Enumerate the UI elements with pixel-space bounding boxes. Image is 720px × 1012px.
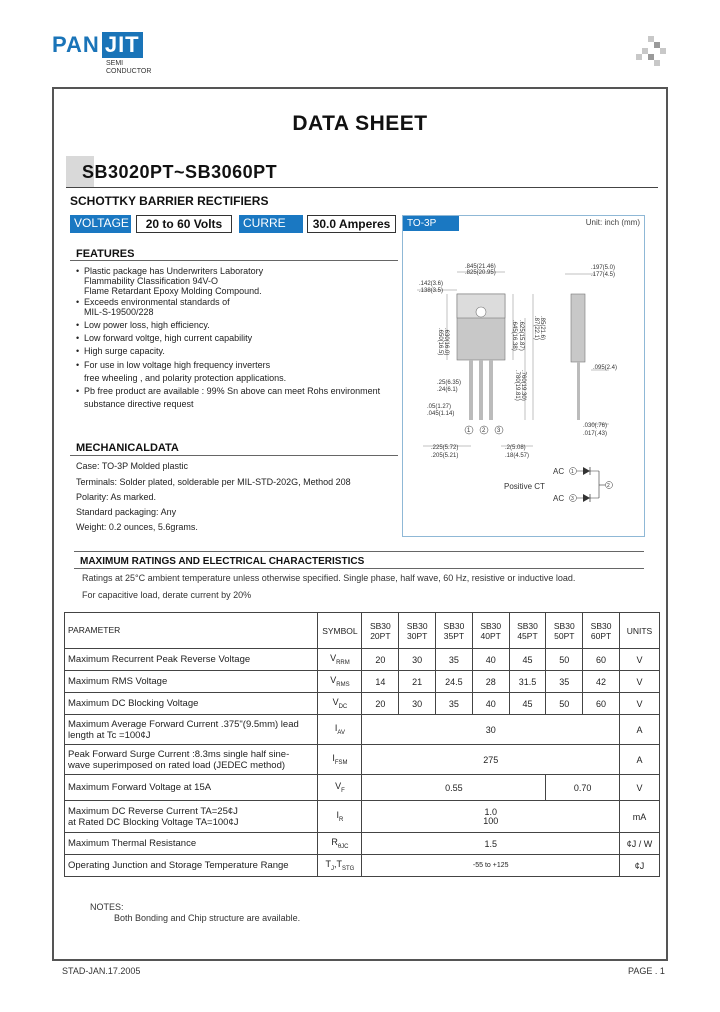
dim-v2: .630(16.0) [443, 328, 449, 356]
header-part: SB30 35PT [436, 613, 473, 649]
table-row [65, 855, 660, 877]
table-row [65, 775, 660, 801]
row-value: 40 [472, 693, 509, 715]
feature-text: Plastic package has Underwriters Laboratory [84, 266, 264, 276]
ratings-note-2: For capacitive load, derate current by 20% [82, 590, 252, 600]
feature-text: substance directive request [84, 399, 194, 409]
row-value: 1.5 [362, 833, 619, 855]
feature-item: • Exceeds environmental standards of MIL-S-19500/228 [76, 297, 406, 317]
row-unit: mA [619, 801, 659, 833]
notes-heading: NOTES: [90, 902, 124, 912]
header-part: SB30 20PT [362, 613, 399, 649]
row-parameter: Maximum DC Reverse Current TA=25¢J at Rated DC Blocking Voltage TA=100¢J [65, 801, 318, 833]
part-number: SB3020PT~SB3060PT [82, 162, 278, 182]
footer-date: STAD-JAN.17.2005 [62, 966, 141, 976]
header-units: UNITS [619, 613, 659, 649]
feature-text: Flammability Classification 94V-O [84, 276, 219, 286]
dim-d3: .142(3.6) [419, 281, 444, 287]
features-rule [70, 260, 398, 261]
ratings-rule [74, 568, 644, 569]
feature-text: For use in low voltage high frequency inverters [84, 360, 271, 370]
dim-v5: .780(19.81) [514, 370, 520, 401]
frame-left-border [52, 87, 54, 961]
package-side-body [571, 294, 585, 362]
header-part: SB30 50PT [546, 613, 583, 649]
row-symbol: $I_R$ [318, 801, 362, 833]
row-symbol: $V_{DC}$ [318, 693, 362, 715]
row-unit: ¢J [619, 855, 659, 877]
table-row [65, 649, 660, 671]
footer-page: PAGE . 1 [628, 966, 665, 976]
row-value: 50 [546, 693, 583, 715]
row-parameter: Peak Forward Surge Current :8.3ms single half sine- wave superimposed on rated load (JEDEC method) [65, 745, 318, 775]
feature-text: Flame Retardant Epoxy Molding Compound. [84, 286, 262, 296]
row-value: 35 [436, 649, 473, 671]
package-label: TO-3P [403, 216, 459, 231]
row-value: -55 to +125 [362, 855, 619, 877]
row-parameter: Maximum Average Forward Current .375"(9.5mm) lead length at Tc =100¢J [65, 715, 318, 745]
row-parameter: Maximum Thermal Resistance [65, 833, 318, 855]
row-value: 42 [583, 671, 620, 693]
corner-dots-decoration [636, 36, 666, 66]
notes-text: Both Bonding and Chip structure are available. [114, 913, 301, 923]
dim-d13: .045(1.14) [427, 411, 455, 417]
schematic-ac-top: AC [553, 467, 565, 476]
mechanical-rule [70, 455, 398, 456]
logo-brand-left: PAN [52, 32, 100, 57]
mechanical-line: Terminals: Solder plated, solderable per MIL-STD-202G, Method 208 [76, 477, 351, 487]
row-parameter: Maximum Recurrent Peak Reverse Voltage [65, 649, 318, 671]
dim-d4: .138(3.5) [419, 288, 444, 294]
row-value: 0.70 [546, 775, 620, 801]
header-part: SB30 60PT [583, 613, 620, 649]
row-symbol: $T_J,T_{STG}$ [318, 855, 362, 877]
row-value: 24.5 [436, 671, 473, 693]
dim-v4: .85(21.6) [539, 316, 545, 341]
dim-d18: .030(.76) [583, 423, 608, 429]
logo-brand-right: JIT [102, 32, 143, 58]
row-value: 60 [583, 649, 620, 671]
row-unit: V [619, 671, 659, 693]
row-parameter: Maximum RMS Voltage [65, 671, 318, 693]
table-header-row [65, 613, 660, 649]
to3p-package-drawing [403, 232, 644, 536]
dim-d1: .845(21.46) [465, 264, 496, 270]
feature-item: • Pb free product are available : 99% Sn above can meet Rohs environment substance directive request [76, 386, 406, 409]
row-value: 60 [583, 693, 620, 715]
mounting-hole [476, 307, 486, 317]
voltage-value: 20 to 60 Volts [136, 215, 232, 233]
ratings-rule-top [74, 551, 644, 552]
lead-3 [489, 360, 493, 420]
dim-d5: .645(16.38) [511, 320, 517, 351]
schematic-pin-2: 2 [607, 483, 610, 489]
schematic-pin-1: 1 [571, 469, 574, 475]
table-row [65, 671, 660, 693]
header-parameter: PARAMETER [65, 613, 318, 649]
dim-d10: .25(6.35) [437, 380, 462, 386]
row-value: 40 [472, 649, 509, 671]
frame-bottom-border [52, 959, 668, 961]
pin-number-1: 1 [467, 428, 471, 434]
document-title: DATA SHEET [292, 112, 428, 135]
table-row [65, 801, 660, 833]
mechanical-heading: MECHANICALDATA [76, 442, 179, 454]
dim-v1: .650(16.5) [437, 328, 443, 356]
table-row [65, 715, 660, 745]
pin-number-2: 2 [482, 428, 486, 434]
row-symbol: $I_{AV}$ [318, 715, 362, 745]
dim-d11: .24(6.1) [437, 387, 458, 393]
feature-item: • High surge capacity. [76, 346, 165, 356]
feature-item: • Low power loss, high efficiency. [76, 320, 210, 330]
header-part: SB30 40PT [472, 613, 509, 649]
row-symbol: $I_{FSM}$ [318, 745, 362, 775]
side-lead [577, 362, 580, 420]
row-symbol: $V_{RMS}$ [318, 671, 362, 693]
dim-d15: .205(5.21) [431, 453, 459, 459]
lead-2 [479, 360, 483, 420]
schematic-symbol [504, 467, 613, 503]
package-unit: Unit: inch (mm) [585, 218, 640, 227]
row-value: 30 [399, 693, 436, 715]
row-value: 14 [362, 671, 399, 693]
voltage-label: VOLTAGE [70, 215, 131, 233]
schematic-ac-bottom: AC [553, 494, 565, 503]
feature-text: MIL-S-19500/228 [84, 307, 154, 317]
row-value: 35 [436, 693, 473, 715]
row-value: 20 [362, 649, 399, 671]
row-value: 30 [362, 715, 619, 745]
logo-sub-semi: SEMI [106, 60, 124, 67]
row-value: 21 [399, 671, 436, 693]
feature-text: Low power loss, high efficiency. [84, 320, 210, 330]
table-row [65, 833, 660, 855]
feature-text: Low forward voltge, high current capability [84, 333, 253, 343]
lead-1 [469, 360, 473, 420]
feature-item: • For use in low voltage high frequency inverters free wheeling , and polarity protection applications. [76, 360, 406, 383]
header-symbol: SYMBOL [318, 613, 362, 649]
ratings-note-1: Ratings at 25°C ambient temperature unless otherwise specified. Single phase, half wave, 60 Hz, resistive or inductive load. [82, 573, 576, 583]
row-unit: V [619, 775, 659, 801]
ratings-heading: MAXIMUM RATINGS AND ELECTRICAL CHARACTERISTICS [80, 556, 365, 567]
feature-text: Exceeds environmental standards of [84, 297, 230, 307]
dim-d17: .18(4.57) [505, 453, 530, 459]
dim-d2: .825(20.95) [465, 270, 496, 276]
row-value: 275 [362, 745, 619, 775]
row-symbol: $V_F$ [318, 775, 362, 801]
row-value: 35 [546, 671, 583, 693]
frame-right-border [666, 87, 668, 961]
row-unit: A [619, 715, 659, 745]
row-value: 45 [509, 649, 546, 671]
mechanical-line: Standard packaging: Any [76, 507, 177, 517]
row-unit: V [619, 649, 659, 671]
feature-item: • Low forward voltge, high current capability [76, 333, 253, 343]
part-number-rule [66, 187, 658, 188]
dim-d19: .017(.43) [583, 431, 608, 437]
dim-d6: .625(15.87) [518, 320, 524, 351]
table-row [65, 693, 660, 715]
dim-v3: .87(22.1) [533, 316, 539, 341]
dim-d8: .177(4.5) [591, 272, 616, 278]
feature-text: Pb free product are available : 99% Sn above can meet Rohs environment [84, 386, 381, 396]
mechanical-line: Polarity: As marked. [76, 492, 157, 502]
row-symbol: $R_{\theta JC}$ [318, 833, 362, 855]
row-parameter: Operating Junction and Storage Temperature Range [65, 855, 318, 877]
row-value: 20 [362, 693, 399, 715]
dim-d16: .2(5.08) [505, 445, 526, 451]
row-symbol: $V_{RRM}$ [318, 649, 362, 671]
dim-v6: .760(19.30) [520, 370, 526, 401]
row-parameter: Maximum DC Blocking Voltage [65, 693, 318, 715]
dim-d14: .225(5.72) [431, 445, 459, 451]
row-unit: V [619, 693, 659, 715]
row-value: 50 [546, 649, 583, 671]
frame-top-border [52, 87, 668, 89]
row-unit: ¢J / W [619, 833, 659, 855]
schematic-positive: Positive CT [504, 482, 545, 491]
current-value: 30.0 Amperes [307, 215, 396, 233]
schematic-pin-3: 3 [571, 496, 574, 502]
feature-text: High surge capacity. [84, 346, 165, 356]
header-part: SB30 30PT [399, 613, 436, 649]
logo-sub-conductor: CONDUCTOR [106, 68, 152, 75]
table-row [65, 745, 660, 775]
features-heading: FEATURES [76, 248, 135, 260]
dim-d7: .197(5.0) [591, 265, 616, 271]
feature-item: • Plastic package has Underwriters Laboratory Flammability Classification 94V-O Flame Retardant Epoxy Molding Compound. [76, 266, 406, 296]
mechanical-line: Weight: 0.2 ounces, 5.6grams. [76, 522, 198, 532]
ratings-table [64, 612, 660, 877]
pin-number-3: 3 [497, 428, 501, 434]
row-unit: A [619, 745, 659, 775]
row-value: 45 [509, 693, 546, 715]
row-value: 1.0 100 [362, 801, 619, 833]
row-value: 28 [472, 671, 509, 693]
row-value: 31.5 [509, 671, 546, 693]
feature-text: free wheeling , and polarity protection applications. [84, 373, 287, 383]
product-subtitle: SCHOTTKY BARRIER RECTIFIERS [70, 194, 269, 208]
mechanical-line: Case: TO-3P Molded plastic [76, 461, 189, 471]
row-parameter: Maximum Forward Voltage at 15A [65, 775, 318, 801]
row-value: 30 [399, 649, 436, 671]
panjit-logo [52, 30, 162, 76]
row-value: 0.55 [362, 775, 546, 801]
header-part: SB30 45PT [509, 613, 546, 649]
dim-d12: .05(1.27) [427, 404, 452, 410]
current-label: CURRE [239, 215, 303, 233]
dim-d9: .095(2.4) [593, 365, 618, 371]
